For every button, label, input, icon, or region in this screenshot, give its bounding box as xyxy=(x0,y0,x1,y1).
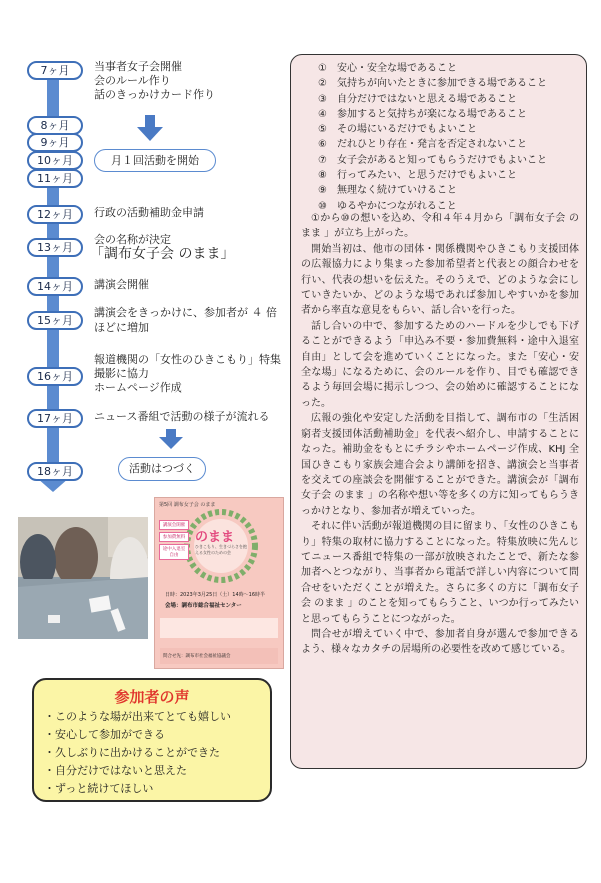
flyer-title: のまま xyxy=(195,530,235,545)
voice-item: ・このような場が出来てとても嬉しい xyxy=(44,710,231,723)
flyer-tag-3: 途中入退室自由 xyxy=(159,544,189,560)
event-7-line2: 会のルール作り xyxy=(94,74,171,87)
principle-item: ③ 自分だけではないと思える場であること xyxy=(318,93,517,105)
principles-list xyxy=(318,61,547,214)
event-10-bubble: 月１回活動を開始 xyxy=(94,149,216,172)
event-17: ニュース番組で活動の様子が流れる xyxy=(94,410,270,423)
paragraph: それに伴い活動が報道機関の目に留まり、「女性のひきこもり」特集の取材に協力することになった。特集放映に先んじてニュース番組で特集の一部が放映されたことで、新たな参加者へとつながり、当事者から電話で詳しい内容について問合せをいただくことが増えた。さらに多くの方に「調布女子会 のまま 」のことを知ってもらうこと、いつか行ってみたいと思ってもらうことにつながった。 xyxy=(301,521,579,625)
principle-item: ⑦ 女子会があると知ってもらうだけでもよいこと xyxy=(318,154,547,166)
paragraph: 問合せが増えていく中で、参加者自身が選んで参加できるよう、様々なカタチの居場所の必要性を改めて感じている。 xyxy=(301,628,579,656)
principle-item: ② 気持ちが向いたときに参加できる場であること xyxy=(318,78,547,90)
principle-item: ④ 参加すると気持ちが楽になる場であること xyxy=(318,108,527,120)
month-badge-16: 16ヶ月 xyxy=(27,367,83,386)
paragraph: 話し合いの中で、参加するためのハードルを少しでも下げることができるよう「申込み不要・参加費無料・途中入退室自由」として会を進めていくことになった。また「安心・安全な場」になるために、会のルールを作り、目でも確認できるよう毎回会場に掲示しつつ、会の始めに確認することになった。 xyxy=(301,320,579,409)
event-14: 講演会開催 xyxy=(94,278,149,291)
flyer-venue: 会場：調布市総合福祉センター xyxy=(165,603,242,609)
voice-item: ・自分だけではないと思えた xyxy=(44,764,187,777)
voice-item: ・ずっと続けてほしい xyxy=(44,782,154,795)
event-flyer xyxy=(154,497,284,669)
month-badge-10: 10ヶ月 xyxy=(27,151,83,170)
month-badge-17: 17ヶ月 xyxy=(27,409,83,428)
down-arrow-icon xyxy=(159,429,183,449)
event-7-line1: 当事者女子会開催 xyxy=(94,60,182,73)
paragraph: ①から⑩の想いを込め、令和４年４月から「調布女子会 のまま 」が立ち上がった。 xyxy=(301,213,579,240)
month-badge-9: 9ヶ月 xyxy=(27,133,83,152)
event-18-bubble: 活動はつづく xyxy=(118,457,206,481)
voices-title: 参加者の声 xyxy=(114,688,190,706)
flyer-top-line: 第5回 調布女子会 のまま xyxy=(159,502,216,508)
event-7-line3: 話のきっかけカード作り xyxy=(94,88,215,101)
month-badge-12: 12ヶ月 xyxy=(27,205,83,224)
voice-item: ・安心して参加ができる xyxy=(44,728,165,741)
event-16-line1: 報道機関の「女性のひきこもり」特集 xyxy=(94,353,281,366)
paragraph: 広報の強化や安定した活動を目指して、調布市の「生活困窮者支援団体活動補助金」を代表へ紹介し、申請することになった。補助金をもとにチラシやホームページ作成、KHJ 全国ひきこもり家族会連合会より講師を招き、講演会と当事者を交えての座談会を開催することができた。講演会が「調布女子会 のまま 」の名称や想い等を多くの方に知ってもらうきっかけとなり、参加者が増えていった。 xyxy=(301,413,579,517)
flyer-footer: 問合せ先：調布市社会福祉協議会 xyxy=(163,654,231,659)
principle-item: ⑧ 行ってみたい、と思うだけでもよいこと xyxy=(318,170,517,182)
event-13-line1: 会の名称が決定 xyxy=(94,233,171,246)
narrative-body xyxy=(301,211,579,658)
voices-list xyxy=(44,708,231,798)
flyer-subtitle: ひきこもり、生きづらさを抱える女性のための会 xyxy=(195,544,247,555)
participant-voices-box xyxy=(32,678,272,802)
principle-item: ⑤ その場にいるだけでもよいこと xyxy=(318,124,477,136)
event-12: 行政の活動補助金申請 xyxy=(94,206,204,219)
event-16-line3: ホームページ作成 xyxy=(94,381,182,394)
event-15-line1: 講演会をきっかけに、参加者が ４ 倍 xyxy=(94,306,277,319)
month-badge-11: 11ヶ月 xyxy=(27,169,83,188)
principle-item: ① 安心・安全な場であること xyxy=(318,63,457,74)
month-badge-13: 13ヶ月 xyxy=(27,238,83,257)
paragraph: 開始当初は、他市の団体・関係機関やひきこもり支援団体の広報協力により集まった参加希望者と代表との顔合わせを行い、代表の想いを伝えた。そのうえで、どのような会にしていきたいか、どのような場であれば参加しやすいかを参加者から率直な意見をもらい、話し合いを行った。 xyxy=(301,243,579,317)
flyer-date: 日時：2023年3月25日（土）14時〜16時半 xyxy=(165,592,265,598)
narrative-panel xyxy=(290,54,587,769)
month-badge-8: 8ヶ月 xyxy=(27,116,83,135)
principle-item: ⑨ 無理なく続けていけること xyxy=(318,185,457,197)
event-13-name: 「調布女子会 のまま」 xyxy=(90,246,235,262)
flyer-tag-1: 講演会開催 xyxy=(159,520,189,530)
meeting-photo xyxy=(18,517,148,639)
principle-item: ⑩ ゆるやかにつながれること xyxy=(318,200,457,212)
flyer-tag-2: 参加費無料 xyxy=(159,532,189,542)
event-15-line2: ほどに増加 xyxy=(94,321,149,334)
voice-item: ・久しぶりに出かけることができた xyxy=(44,746,220,759)
principle-item: ⑥ だれひとり存在・発言を否定されないこと xyxy=(318,139,527,151)
month-badge-15: 15ヶ月 xyxy=(27,311,83,330)
down-arrow-icon xyxy=(137,115,163,141)
month-badge-18: 18ヶ月 xyxy=(27,462,83,481)
event-16-line2: 撮影に協力 xyxy=(94,367,149,380)
month-badge-7: 7ヶ月 xyxy=(27,61,83,80)
month-badge-14: 14ヶ月 xyxy=(27,277,83,296)
